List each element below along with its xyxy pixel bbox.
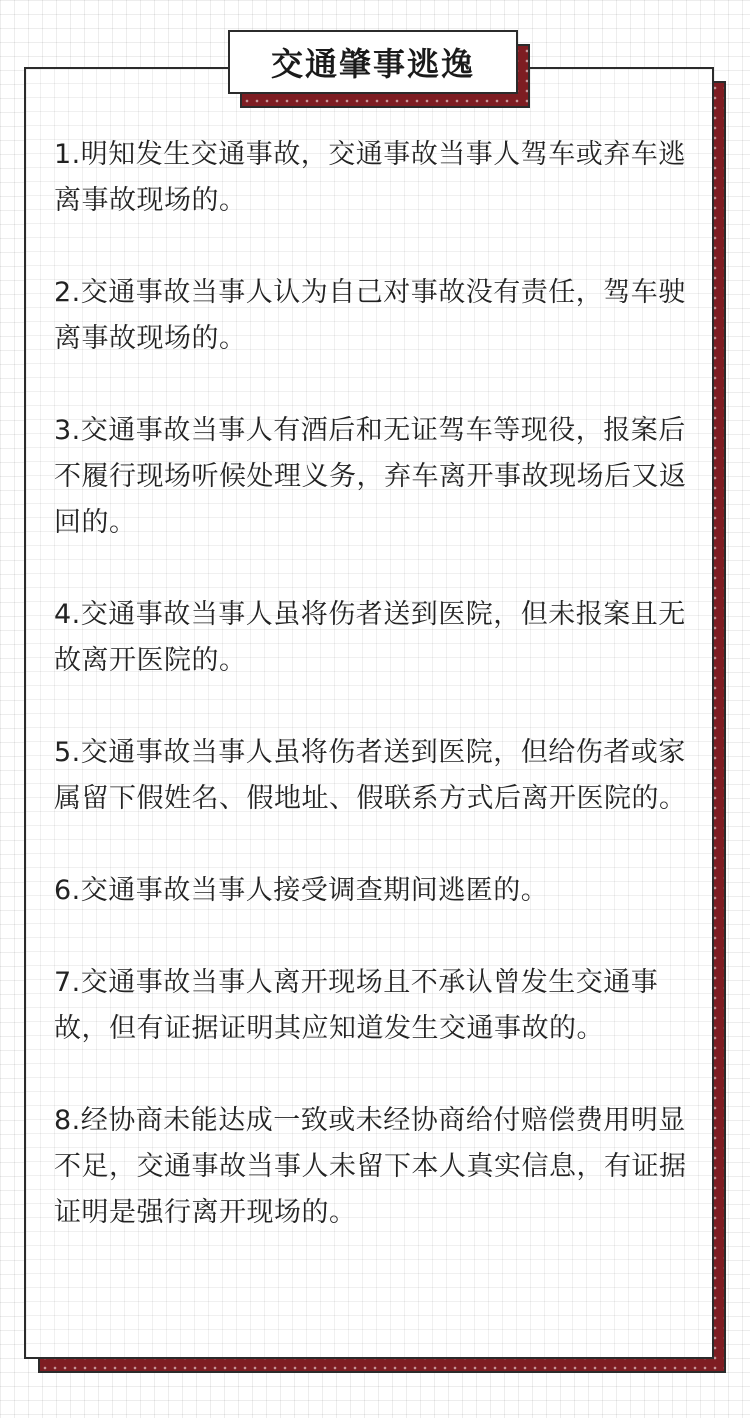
list-item: 4.交通事故当事人虽将伤者送到医院，但未报案且无故离开医院的。 — [54, 599, 686, 676]
title-box — [228, 30, 518, 94]
list-item: 6.交通事故当事人接受调查期间逃匿的。 — [54, 875, 549, 906]
item-list — [54, 132, 694, 1236]
list-item: 5.交通事故当事人虽将伤者送到医院，但给伤者或家属留下假姓名、假地址、假联系方式后离开医院的。 — [54, 737, 687, 814]
list-item: 8.经协商未能达成一致或未经协商给付赔偿费用明显不足，交通事故当事人未留下本人真实信息，有证据证明是强行离开现场的。 — [54, 1105, 687, 1228]
page-title: 交通肇事逃逸 — [270, 45, 475, 83]
list-item: 2.交通事故当事人认为自己对事故没有责任，驾车驶离事故现场的。 — [54, 277, 686, 354]
list-item: 1.明知发生交通事故，交通事故当事人驾车或弃车逃离事故现场的。 — [54, 139, 686, 216]
list-item: 3.交通事故当事人有酒后和无证驾车等现役，报案后不履行现场听候处理义务，弃车离开事故现场后又返回的。 — [54, 415, 687, 538]
list-item: 7.交通事故当事人离开现场且不承认曾发生交通事故，但有证据证明其应知道发生交通事故的。 — [54, 967, 659, 1044]
